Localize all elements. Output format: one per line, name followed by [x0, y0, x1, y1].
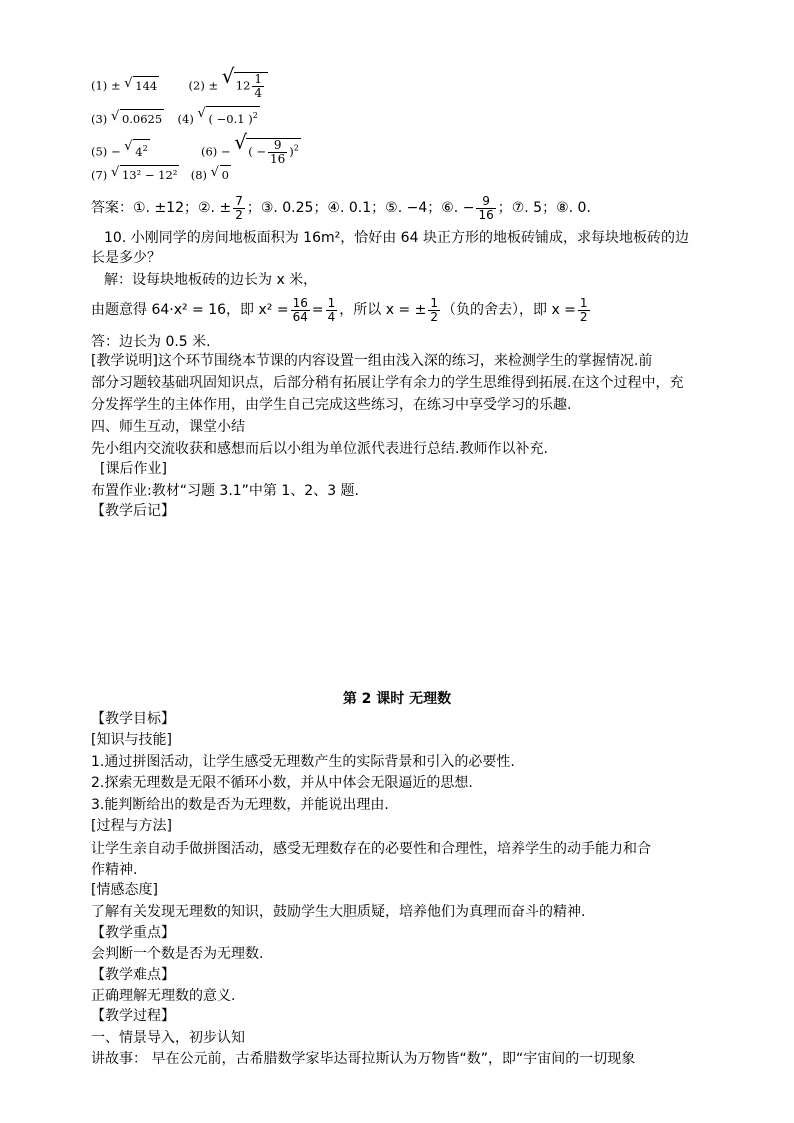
radicand: 4 [135, 144, 143, 159]
frac-den: 64 [292, 309, 308, 324]
radicand: 0.0625 [120, 109, 164, 128]
exercise-3-label: (3) [91, 111, 108, 126]
frac-den: 2 [430, 309, 438, 324]
exercise-7-label: (7) [91, 168, 108, 182]
eq-part-c: ，所以 x = ± [339, 302, 427, 318]
sqrt-00625: √ 0.0625 [110, 108, 163, 126]
process-heading: [过程与方法] [91, 818, 172, 834]
summary-text: 先小组内交流收获和感想而后以小组为单位派代表进行总结.教师作以补充. [91, 441, 548, 457]
paren-close: ) [289, 144, 294, 159]
section-4-heading: 四、师生互动，课堂小结 [91, 419, 245, 435]
objective-1: 1.通过拼图活动，让学生感受无理数产生的实际背景和引入的必要性. [91, 754, 515, 770]
frac-num: 9 [268, 139, 287, 153]
exponent: 2 [142, 143, 148, 153]
sqrt-neg01: √ ( −0.1 )$^2$ [197, 106, 258, 126]
story-line: 讲故事： 早在公元前，古希腊数学家毕达哥拉斯认为万物皆“数”，即“宇宙间的一切现象 [91, 1051, 636, 1067]
sqrt-frac: √ ( − $\frac{9}{16}$ )$^2$ [234, 130, 299, 166]
frac-num: 7 [235, 193, 243, 208]
frac-num: 1 [327, 295, 336, 310]
eq-part-a: 由题意得 64·x² = 16，即 x² = [91, 302, 289, 318]
objectives-heading: 【教学目标】 [91, 711, 175, 727]
process-line-2: 作精神. [91, 862, 138, 878]
exponent: 2 [293, 143, 299, 153]
frac-num: 16 [292, 295, 308, 310]
frac-den: 16 [270, 152, 286, 166]
homework-heading: [课后作业] [100, 461, 167, 477]
frac-den: 2 [235, 207, 243, 222]
sqrt-diff: √ 13² − 12² [110, 165, 178, 182]
exercise-4-label: (4) [177, 111, 194, 126]
exercise-row-4 [91, 165, 231, 184]
exercise-row-1 [91, 64, 268, 100]
process-line-1: 让学生亲自动手做拼图活动，感受无理数存在的必要性和合理性，培养学生的动手能力和合 [91, 841, 651, 857]
lesson-title: 第 2 课时 无理数 [342, 691, 452, 707]
sqrt-4sq: √ $4^2$ [124, 138, 148, 159]
note-line-2: 部分习题较基础巩固知识点，后部分稍有拓展让学有余力的学生思维得到拓展.在这个过程中，充 [91, 375, 684, 391]
paren-open: ( − [248, 144, 267, 159]
answer-label: 答案： [91, 200, 133, 216]
frac-num: 1 [254, 72, 263, 86]
sqrt-zero: √ 0 [210, 165, 229, 182]
postscript-heading: 【教学后记】 [91, 503, 175, 519]
radicand: 144 [133, 76, 159, 95]
answer-part-3: ；⑦. 5；⑧. 0. [497, 200, 591, 216]
exponent: 2 [252, 111, 258, 120]
exercise-row-2 [91, 106, 260, 128]
q10-line-2: 长是多少？ [91, 250, 161, 266]
frac-num: 1 [430, 295, 438, 310]
knowledge-heading: [知识与技能] [91, 732, 172, 748]
frac-den: 16 [478, 207, 494, 222]
difficulty-text: 正确理解无理数的意义. [91, 988, 236, 1004]
homework-text: 布置作业:教材“习题 3.1”中第 1、2、3 题. [91, 483, 360, 499]
solution-intro: 解：设每块地板砖的边长为 x 米， [104, 272, 318, 288]
eq-part-d: （负的舍去），即 x = [442, 302, 576, 318]
attitude-text: 了解有关发现无理数的知识，鼓励学生大胆质疑，培养他们为真理而奋斗的精神. [91, 904, 586, 920]
radicand: 13² − 12² [120, 165, 179, 184]
frac-den: 4 [327, 309, 336, 324]
q10-line-1: 10. 小刚同学的房间地板面积为 16m²，恰好由 64 块正方形的地板砖铺成，求每块地板砖的边 [104, 230, 689, 246]
process-steps-heading: 【教学过程】 [91, 1008, 175, 1024]
attitude-heading: [情感态度] [91, 882, 158, 898]
answer-part-2: ；③. 0.25；④. 0.1；⑤. −4；⑥. − [246, 200, 475, 216]
solution-answer: 答：边长为 0.5 米. [91, 334, 211, 350]
exercise-2-label: (2) ± [188, 78, 219, 93]
exercise-8-label: (8) [190, 168, 207, 182]
radicand: ( −0.1 ) [208, 111, 253, 126]
exercise-1-label: (1) ± [91, 78, 121, 93]
mixed-int: 12 [235, 78, 251, 93]
key-point-text: 会判断一个数是否为无理数. [91, 946, 264, 962]
frac-den: 2 [579, 309, 588, 324]
frac-den: 4 [254, 86, 263, 100]
radicand: 0 [220, 165, 231, 184]
exercise-row-3 [91, 130, 301, 166]
objective-3: 3.能判断给出的数是否为无理数，并能说出理由. [91, 797, 389, 813]
key-point-heading: 【教学重点】 [91, 925, 175, 941]
sqrt-144: √ 144 [124, 75, 158, 93]
note-line-3: 分发挥学生的主体作用，由学生自己完成这些练习，在练习中享受学习的乐趣. [91, 397, 572, 413]
objective-2: 2.探索无理数是无限不循环小数，并从中体会无限逼近的思想. [91, 775, 473, 791]
sqrt-mixed: √ 12 $\frac{1}{4}$ [222, 72, 268, 100]
answer-line [91, 194, 591, 222]
frac-num: 1 [579, 295, 588, 310]
exercise-6-label: (6) − [200, 144, 231, 159]
note-line-1: [教学说明]这个环节围绕本节课的内容设置一组由浅入深的练习，来检测学生的掌握情况.前 [91, 353, 653, 369]
eq-part-b: = [311, 302, 324, 318]
difficulty-heading: 【教学难点】 [91, 967, 175, 983]
frac-num: 9 [476, 195, 495, 209]
step-1-heading: 一、情景导入，初步认知 [91, 1030, 245, 1046]
solution-equation [91, 296, 592, 324]
exercise-5-label: (5) − [91, 144, 121, 159]
answer-part-1: ①. ±12；②. ± [133, 200, 232, 216]
